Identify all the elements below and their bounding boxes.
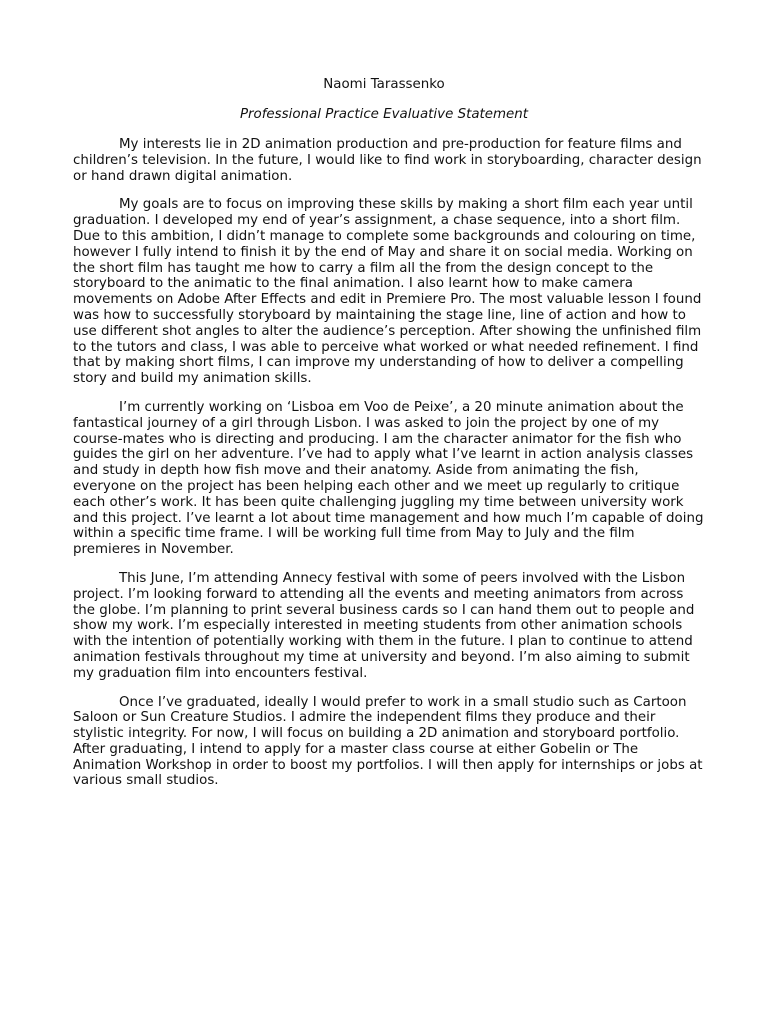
- paragraph-goals: My goals are to focus on improving these skills by making a short film each year until graduation. I developed my end of year’s assignment, a chase sequence, into a short film. Due to this ambition, I didn’t manage to complete some backgrounds and colouring on time, however I fully intend to finish it by the end of May and share it on social media. Working on the short film has taught me how to carry a film all the from the design concept to the storyboard to the animatic to the final animation. I also learnt how to make camera movements on Adobe After Effects and edit in Premiere Pro. The most valuable lesson I found was how to successfully storyboard by maintaining the stage line, line of action and how to use different shot angles to alter the audience’s perception. After showing the unfinished film to the tutors and class, I was able to perceive what worked or what needed refinement. I find that by making short films, I can improve my understanding of how to deliver a compelling story and build my animation skills.: [73, 197, 702, 387]
- author-name: Naomi Tarassenko: [323, 77, 445, 92]
- document-body: [73, 137, 705, 802]
- paragraph-annecy-festival: This June, I’m attending Annecy festival with some of peers involved with the Lisbon project. I’m looking forward to attending all the events and meeting animators from across the globe. I’m planning to print several business cards so I can hand them out to people and show my work. I’m especially interested in meeting students from other animation schools with the intention of potentially working with them in the future. I plan to continue to attend animation festivals throughout my time at university and beyond. I’m also aiming to submit my graduation film into encounters festival.: [73, 570, 695, 681]
- paragraph-after-graduation: Once I’ve graduated, ideally I would prefer to work in a small studio such as Cartoon Saloon or Sun Creature Studios. I admire the independent films they produce and their stylistic integrity. For now, I will focus on building a 2D animation and storyboard portfolio. After graduating, I intend to apply for a master class course at either Gobelin or The Animation Workshop in order to boost my portfolios. I will then apply for internships or jobs at various small studios.: [73, 694, 703, 789]
- paragraph-current-project: I’m currently working on ‘Lisboa em Voo de Peixe’, a 20 minute animation about the fantastical journey of a girl through Lisbon. I was asked to join the project by one of my course-mates who is directing and producing. I am the character animator for the fish who guides the girl on her adventure. I’ve had to apply what I’ve learnt in action analysis classes and study in depth how fish move and their anatomy. Aside from animating the fish, everyone on the project has been helping each other and we meet up regularly to critique each other’s work. It has been quite challenging juggling my time between university work and this project. I’ve learnt a lot about time management and how much I’m capable of doing within a specific time frame. I will be working full time from May to July and the film premieres in November.: [73, 399, 704, 558]
- document-title: Professional Practice Evaluative Statement: [239, 107, 529, 122]
- paragraph-interests: My interests lie in 2D animation production and pre-production for feature films and children’s television. In the future, I would like to find work in storyboarding, character design or hand drawn digital animation.: [73, 137, 702, 184]
